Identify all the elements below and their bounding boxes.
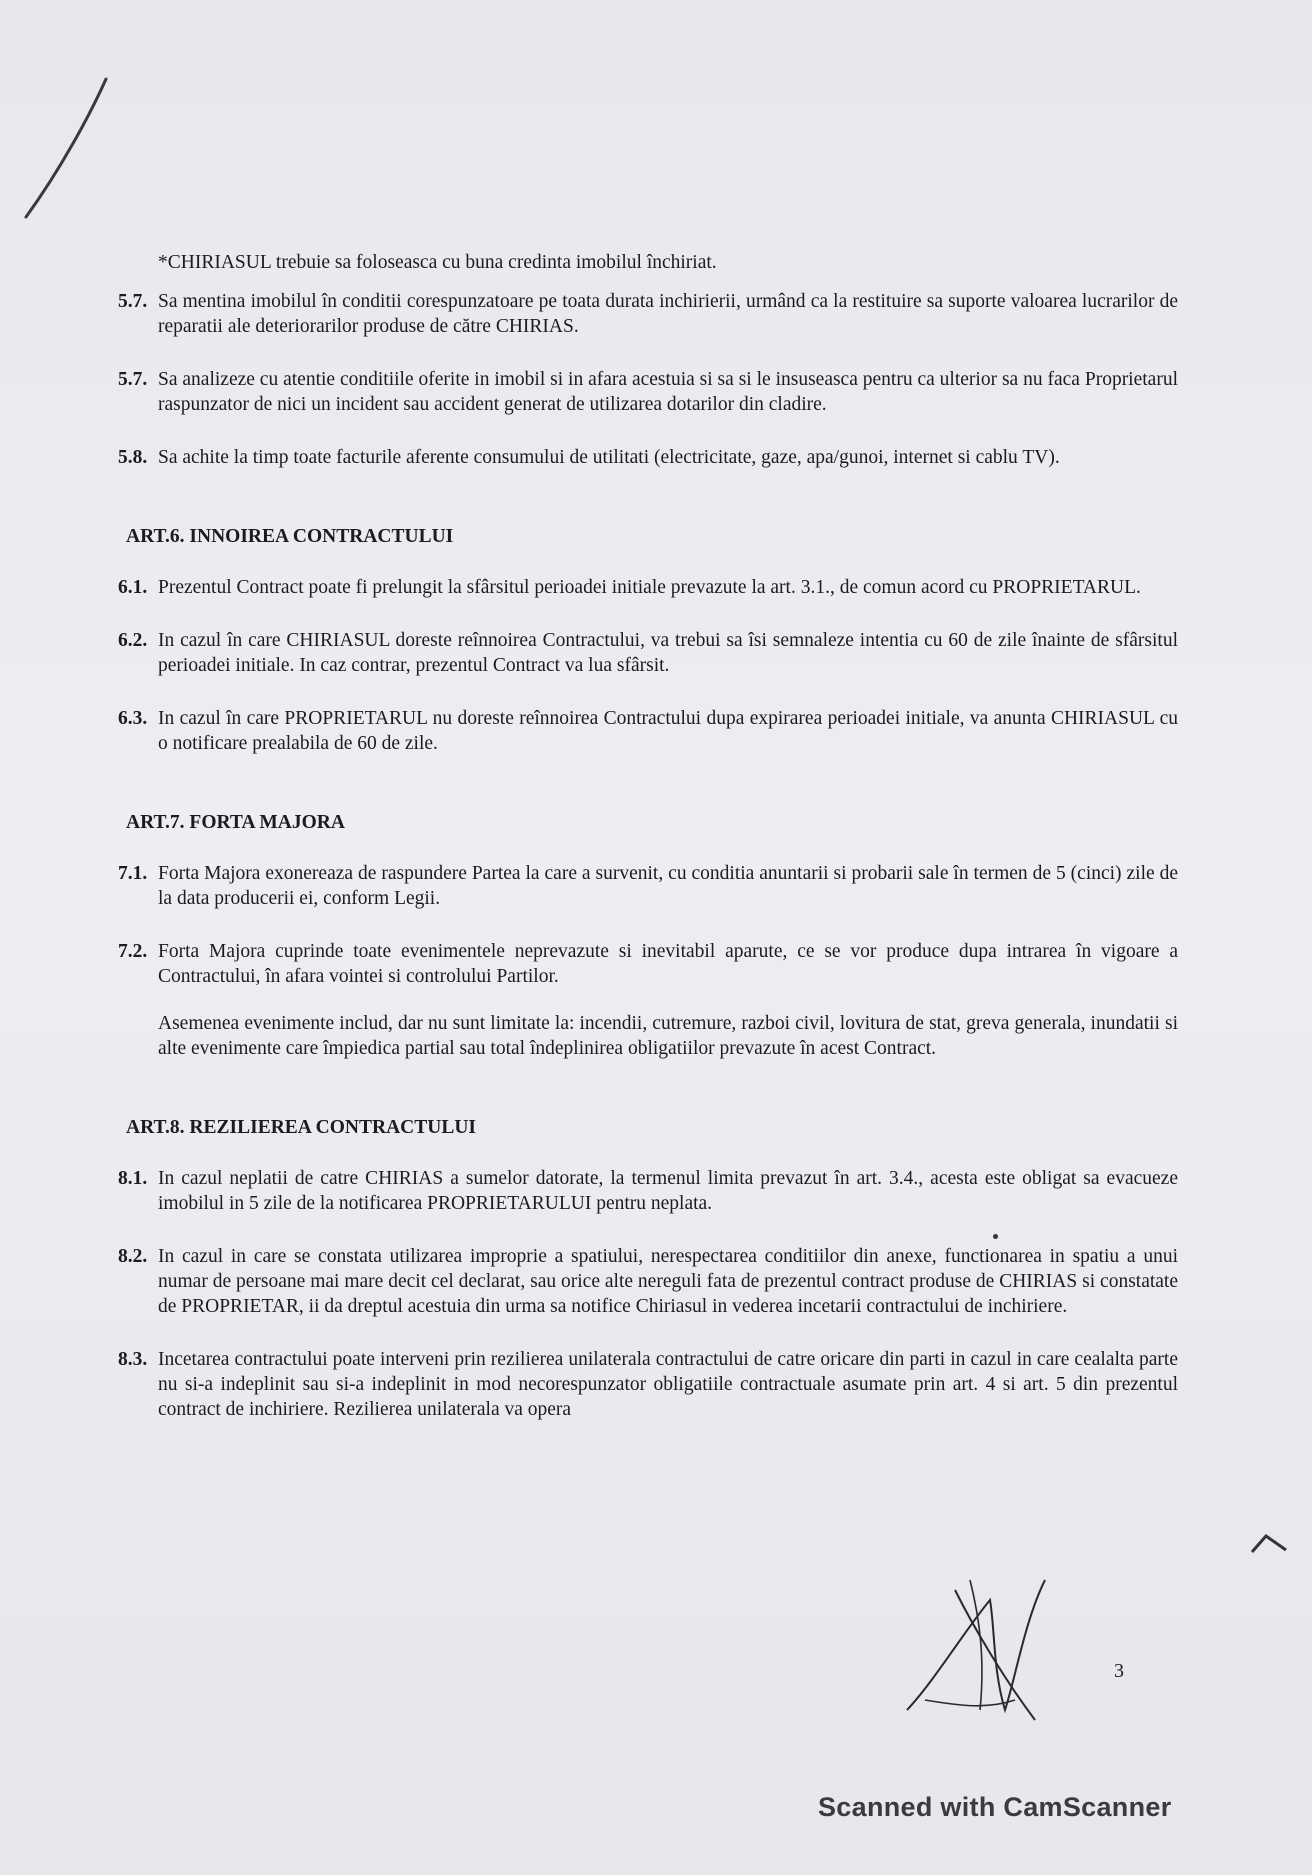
clause-number: 8.3.: [118, 1349, 148, 1370]
camscanner-watermark: Scanned with CamScanner: [818, 1792, 1172, 1822]
article-7-heading: ART.7. FORTA MAJORA: [126, 812, 345, 833]
clause-text: In cazul în care CHIRIASUL doreste reînnoirea Contractului, va trebui sa îsi semnaleze intentia cu 60 de zile înainte de sfârsitul perioadei initiale. In caz contrar, prezentul Contract va lua sfârsit.: [158, 630, 1178, 676]
clause-5-8: [118, 445, 1178, 470]
clause-text: Sa achite la timp toate facturile aferente consumului de utilitati (electricitate, gaze, apa/gunoi, internet si cablu TV).: [158, 447, 1060, 468]
clause-8-2: [118, 1244, 1178, 1319]
clause-text: In cazul neplatii de catre CHIRIAS a sumelor datorate, la termenul limita prevazut în art. 3.4., acesta este obligat sa evacueze imobilul in 5 zile de la notificarea PROPRIETARULUI pentru neplata.: [158, 1168, 1178, 1214]
clause-8-3: [118, 1347, 1178, 1422]
clause-text: Forta Majora cuprinde toate evenimentele neprevazute si inevitabil aparute, ce se vor produce dupa intrarea în vigoare a Contractului, în afara vointei si controlului Partilor.: [158, 941, 1178, 987]
clause-5-7a: [118, 289, 1178, 339]
pen-slash-mark: [20, 75, 120, 225]
clause-number: 5.7.: [118, 369, 148, 390]
clause-7-2: [118, 939, 1178, 1061]
clause-text: Sa mentina imobilul în conditii corespunzatoare pe toata durata inchirierii, urmând ca la restituire sa suporte valoarea lucrarilor de reparatii ale deteriorarilor produse de către CHIRIAS.: [158, 291, 1178, 337]
clause-text: In cazul în care PROPRIETARUL nu doreste reînnoirea Contractului dupa expirarea perioadei initiale, va anunta CHIRIASUL cu o notificare prealabila de 60 de zile.: [158, 708, 1178, 754]
article-8-heading: ART.8. REZILIEREA CONTRACTULUI: [126, 1117, 477, 1138]
document-body: [118, 250, 1178, 1450]
clause-number: 5.7.: [118, 291, 148, 312]
clause-6-2: [118, 628, 1178, 678]
clause-6-1: [118, 575, 1178, 600]
clause-7-1: [118, 861, 1178, 911]
corner-check-mark: [1250, 1530, 1290, 1560]
clause-text: Forta Majora exonereaza de raspundere Partea la care a survenit, cu conditia anuntarii si probarii sale în termen de 5 (cinci) zile de la data producerii ei, conform Legii.: [158, 863, 1178, 909]
ink-dot: [993, 1234, 998, 1239]
clause-text: Prezentul Contract poate fi prelungit la sfârsitul perioadei initiale prevazute la art. 3.1., de comun acord cu PROPRIETARUL.: [158, 577, 1141, 598]
clause-number: 5.8.: [118, 447, 148, 468]
clause-number: 6.2.: [118, 630, 148, 651]
clause-number: 6.1.: [118, 577, 148, 598]
article-6-heading: ART.6. INNOIREA CONTRACTULUI: [126, 526, 454, 547]
clause-number: 7.1.: [118, 863, 148, 884]
clause-number: 6.3.: [118, 708, 148, 729]
clause-6-3: [118, 706, 1178, 756]
clause-number: 8.1.: [118, 1168, 148, 1189]
clause-number: 7.2.: [118, 941, 148, 962]
clause-5-7b: [118, 367, 1178, 417]
clause-text: In cazul in care se constata utilizarea improprie a spatiului, nerespectarea conditiilor din anexe, functionarea in spatiu a unui numar de persoane mai mare decit cel declarat, sau orice alte nereguli fata de prezentul contract produse de CHIRIAS si constatate de PROPRIETAR, ii da dreptul acestuia din urma sa notifice Chiriasul in vederea incetarii contractului de inchiriere.: [158, 1246, 1178, 1317]
handwritten-signature: [895, 1560, 1065, 1740]
clause-text: Sa analizeze cu atentie conditiile oferite in imobil si in afara acestuia si sa si le insuseasca pentru ca ulterior sa nu faca Proprietarul raspunzator de nici un incident sau accident generat de utilizarea dotarilor din cladire.: [158, 369, 1178, 415]
page-number: 3: [1114, 1660, 1124, 1682]
clause-number: 8.2.: [118, 1246, 148, 1267]
clause-8-1: [118, 1166, 1178, 1216]
clause-text-continued: Asemenea evenimente includ, dar nu sunt limitate la: incendii, cutremure, razboi civil, lovitura de stat, greva generala, inundatii si alte evenimente care împiedica partial sau total îndeplinirea obligatiilor prevazute în acest Contract.: [158, 1013, 1178, 1059]
clause-text: Incetarea contractului poate interveni prin rezilierea unilaterala contractului de catre oricare din parti in cazul in care cealalta parte nu si-a indeplinit sau si-a indeplinit in mod necorespunzator obligatiile contractuale asumate prin art. 4 si art. 5 din prezentul contract de inchiriere. Rezilierea unilaterala va opera: [158, 1349, 1178, 1420]
intro-note: *CHIRIASUL trebuie sa foloseasca cu buna credinta imobilul închiriat.: [158, 252, 717, 273]
